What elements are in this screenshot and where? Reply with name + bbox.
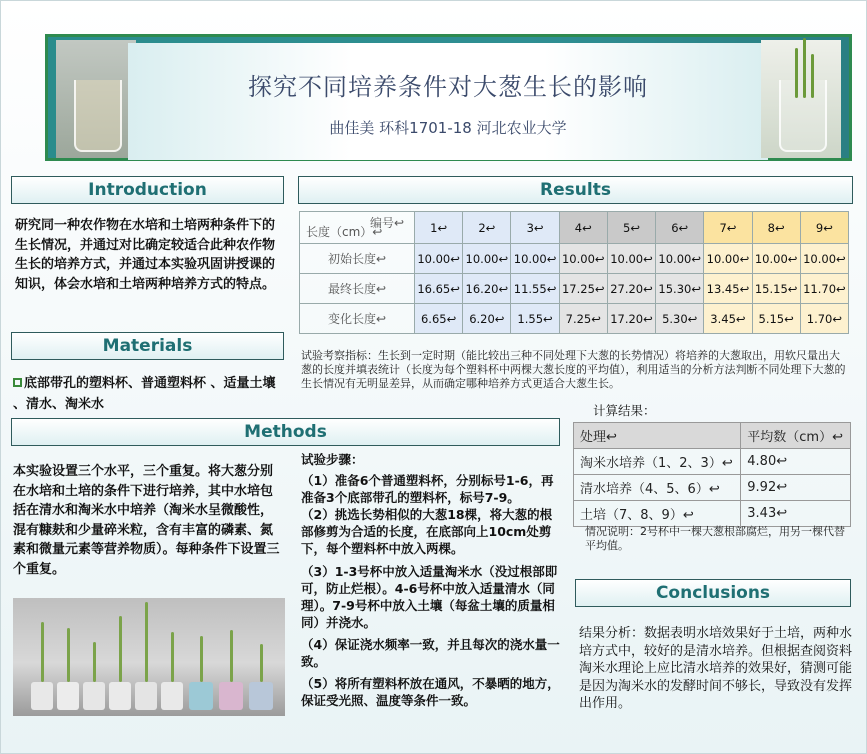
- table-cell: 10.00↩: [607, 244, 655, 274]
- results-heading: Results: [298, 176, 853, 204]
- cup-illustration: [74, 80, 122, 152]
- leaf-illustration: [67, 628, 70, 682]
- column-header: 1↩: [415, 212, 463, 244]
- table-cell: 4.80↩: [741, 449, 851, 475]
- methods-steps: [301, 451, 563, 709]
- column-header: 7↩: [704, 212, 752, 244]
- column-header: 5↩: [607, 212, 655, 244]
- row-label: 最终长度↩: [300, 274, 415, 304]
- table-cell: 淘米水培养（1、2、3）↩: [574, 449, 741, 475]
- situation-note: 情况说明：2号杯中一棵大葱根部腐烂，用另一棵代替平均值。: [585, 525, 845, 552]
- conclusions-body: 结果分析：数据表明水培效果好于土培，两种水培方式中，较好的是清水培养。但根据查阅资料淘米水理论上应比清水培养的效果好，猜测可能是因为淘米水的发酵时间不够长，导致没有发挥出作用。: [579, 626, 853, 711]
- table-cell: 10.00↩: [800, 244, 848, 274]
- table-cell: 10.00↩: [704, 244, 752, 274]
- table-row: [300, 244, 849, 274]
- table-corner-cell: [300, 212, 415, 244]
- column-header: 3↩: [511, 212, 559, 244]
- table-cell: 3.43↩: [741, 501, 851, 527]
- table-cell: 11.55↩: [511, 274, 559, 304]
- table-cell: 15.30↩: [656, 274, 704, 304]
- table-cell: 6.65↩: [415, 304, 463, 334]
- leaf-illustration: [119, 616, 122, 682]
- table-cell: 17.25↩: [559, 274, 607, 304]
- leaf-illustration: [171, 632, 174, 682]
- materials-heading: Materials: [11, 332, 284, 360]
- table-cell: 5.15↩: [752, 304, 800, 334]
- experiment-photo: [13, 598, 285, 716]
- column-header: 8↩: [752, 212, 800, 244]
- column-header: 4↩: [559, 212, 607, 244]
- table-cell: 10.00↩: [752, 244, 800, 274]
- table-row: [300, 274, 849, 304]
- step-item: （1）准备6个普通塑料杯，分别标号1-6，再准备3个底部带孔的塑料杯，标号7-9。: [301, 473, 554, 505]
- table-cell: 11.70↩: [800, 274, 848, 304]
- row-label: 变化长度↩: [300, 304, 415, 334]
- poster-header: [45, 34, 852, 161]
- pot-illustration: [249, 682, 273, 710]
- table-cell: 5.30↩: [656, 304, 704, 334]
- cup-illustration: [31, 682, 53, 710]
- column-header: 处理↩: [574, 423, 741, 449]
- table-cell: 10.00↩: [656, 244, 704, 274]
- average-table: [573, 422, 851, 527]
- leaf-illustration: [200, 636, 203, 682]
- table-row: [574, 449, 851, 475]
- table-row: [574, 501, 851, 527]
- table-cell: 15.15↩: [752, 274, 800, 304]
- step-item: （2）挑选长势相似的大葱18棵，将大葱的根部修剪为合适的长度，在底部向上10cm处剪下，每个塑料杯中放入两棵。: [301, 507, 553, 556]
- cup-illustration: [57, 682, 79, 710]
- results-table: [299, 211, 849, 334]
- poster-title: 探究不同培养条件对大葱生长的影响: [248, 73, 648, 101]
- conclusions-heading: Conclusions: [575, 579, 851, 607]
- table-row: [574, 423, 851, 449]
- table-cell: 1.70↩: [800, 304, 848, 334]
- step-item: （3）1-3号杯中放入适量淘米水（没过根部即可，防止烂根）。4-6号杯中放入适量清水（同理）。7-9号杯中放入土壤（每盆土壤的质量相同）并浇水。: [301, 564, 558, 630]
- table-cell: 10.00↩: [511, 244, 559, 274]
- table-cell: 27.20↩: [607, 274, 655, 304]
- bullet-icon: [13, 378, 22, 387]
- table-cell: 10.00↩: [559, 244, 607, 274]
- column-header: 6↩: [656, 212, 704, 244]
- row-label: 初始长度↩: [300, 244, 415, 274]
- introduction-heading: Introduction: [11, 176, 284, 204]
- table-cell: 土培（7、8、9）↩: [574, 501, 741, 527]
- table-row: [300, 212, 849, 244]
- table-row: [574, 475, 851, 501]
- table-cell: 1.55↩: [511, 304, 559, 334]
- table-cell: 9.92↩: [741, 475, 851, 501]
- table-cell: 3.45↩: [704, 304, 752, 334]
- cup-illustration: [135, 682, 157, 710]
- column-header: 平均数（cm）↩: [741, 423, 851, 449]
- header-photo-left: [56, 40, 136, 158]
- leaf-illustration: [41, 622, 44, 682]
- pot-illustration: [219, 682, 243, 710]
- table-cell: 16.20↩: [463, 274, 511, 304]
- steps-title: 试验步骤：: [301, 452, 364, 467]
- table-cell: 16.65↩: [415, 274, 463, 304]
- leaf-illustration: [145, 602, 148, 682]
- table-cell: 7.25↩: [559, 304, 607, 334]
- corner-label-bottom: 长度（cm）↩: [306, 225, 383, 239]
- leaf-illustration: [260, 644, 263, 682]
- corner-label-top: 编号↩: [369, 216, 404, 230]
- cup-illustration: [109, 682, 131, 710]
- header-photo-right: [761, 40, 841, 158]
- methods-heading: Methods: [11, 418, 560, 446]
- table-cell: 清水培养（4、5、6）↩: [574, 475, 741, 501]
- pot-illustration: [189, 682, 213, 710]
- column-header: 2↩: [463, 212, 511, 244]
- leaf-illustration: [230, 630, 233, 682]
- methods-body: 本实验设置三个水平，三个重复。将大葱分别在水培和土培的条件下进行培养，其中水培包括在清水和淘米水中培养（淘米水呈微酸性，混有糠麸和少量碎米粒，含有丰富的磷素、氮素和微量元素等营养物质）。每种条件下设置三个重复。: [13, 464, 280, 577]
- table-row: [300, 304, 849, 334]
- results-note: 试验考察指标：生长到一定时期（能比较出三种不同处理下大葱的长势情况）将培养的大葱取出，用软尺量出大葱的长度并填表统计（长度为每个塑料杯中两棵大葱长度的平均值），利用适当的分析方法判断不同处理下大葱的生长情况有无明显差异，从而确定哪种培养方式更适合大葱生长。: [301, 349, 846, 390]
- materials-text: 底部带孔的塑料杯、普通塑料杯 、适量土壤 、清水、淘米水: [13, 376, 276, 412]
- leaf-illustration: [93, 642, 96, 682]
- poster-authors: 曲佳美 环科1701-18 河北农业大学: [329, 119, 567, 137]
- introduction-body: 研究同一种农作物在水培和土培两种条件下的生长情况，并通过对比确定较适合此种农作物生长的培养方式，并通过本实验巩固讲授课的知识，体会水培和土培两种培养方式的特点。: [15, 218, 276, 292]
- materials-body: [13, 373, 283, 415]
- cup-illustration: [83, 682, 105, 710]
- table-cell: 10.00↩: [463, 244, 511, 274]
- sprout-illustration: [811, 54, 814, 98]
- table-cell: 17.20↩: [607, 304, 655, 334]
- table-cell: 6.20↩: [463, 304, 511, 334]
- step-item: （5）将所有塑料杯放在通风，不暴晒的地方，保证受光照、温度等条件一致。: [301, 676, 560, 708]
- cup-illustration: [161, 682, 183, 710]
- table-cell: 10.00↩: [415, 244, 463, 274]
- step-item: （4）保证浇水频率一致，并且每次的浇水量一致。: [301, 637, 560, 669]
- sprout-illustration: [795, 48, 798, 98]
- column-header: 9↩: [800, 212, 848, 244]
- table-cell: 13.45↩: [704, 274, 752, 304]
- calc-title: 计算结果：: [593, 403, 656, 418]
- sprout-illustration: [803, 38, 806, 98]
